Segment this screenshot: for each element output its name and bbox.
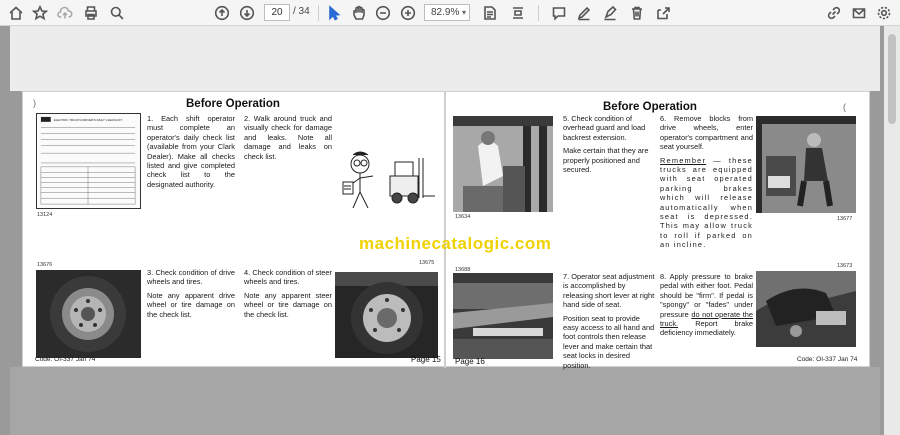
highlight-icon[interactable] xyxy=(600,3,620,23)
zoom-level-value: 82.9% xyxy=(431,7,460,18)
step-7-text xyxy=(563,272,655,374)
chevron-down-icon: ▾ xyxy=(461,8,466,17)
page-number-input[interactable]: 20 xyxy=(264,4,290,21)
step-2-body: 2. Walk around truck and visually check for damage and leaks. Note all damage and leaks on check list. xyxy=(244,114,332,161)
left-page-code: Code: OI-337 Jan 74 xyxy=(35,356,96,363)
next-page-sheet xyxy=(10,367,880,435)
page-spread xyxy=(22,91,870,370)
watermark-text: machinecatalogic.com xyxy=(359,234,552,253)
upload-cloud-icon[interactable] xyxy=(55,3,75,23)
seat-lever-photo xyxy=(453,273,553,359)
print-icon[interactable] xyxy=(81,3,101,23)
step-3-text xyxy=(147,268,235,323)
toolbar-divider xyxy=(318,5,319,21)
scroll-mode-icon[interactable] xyxy=(508,3,528,23)
overhead-guard-photo xyxy=(453,116,553,212)
comment-icon[interactable] xyxy=(549,3,569,23)
toolbar-divider xyxy=(538,5,539,21)
fit-page-icon[interactable] xyxy=(480,3,500,23)
page-edge-mark: ( xyxy=(843,102,846,112)
export-icon[interactable] xyxy=(653,3,673,23)
step-8-outro: Report brake deficiency immediately. xyxy=(660,319,753,338)
step-3-body: Note any apparent drive wheel or tire damage on the check list. xyxy=(147,290,235,319)
document-viewer[interactable] xyxy=(0,26,900,435)
checklist-title: ELECTRIC TRUCKS DRIVER'S DAILY CHECKLIST xyxy=(53,117,123,122)
zoom-out-icon[interactable] xyxy=(373,3,393,23)
hand-tool-icon[interactable] xyxy=(349,3,369,23)
zoom-in-icon[interactable] xyxy=(398,3,418,23)
left-page-number: Page 15 xyxy=(411,355,441,364)
step-8-body xyxy=(660,272,753,338)
pen-icon[interactable] xyxy=(574,3,594,23)
search-icon[interactable] xyxy=(107,3,127,23)
previous-page-icon[interactable] xyxy=(212,3,232,23)
page-gutter xyxy=(444,92,446,368)
step-6-body xyxy=(660,156,753,250)
home-icon[interactable] xyxy=(6,3,26,23)
figure-number: 13677 xyxy=(837,216,853,222)
select-cursor-icon[interactable] xyxy=(324,3,344,23)
page-edge-mark: ) xyxy=(33,98,36,108)
figure-number: 13676 xyxy=(37,262,53,268)
step-8-warning: do not operate the truck. xyxy=(660,309,753,329)
step-3-title: 3. Check condition of drive wheels and tires. xyxy=(147,268,235,287)
bookmark-star-icon[interactable] xyxy=(30,3,50,23)
step-5-text xyxy=(563,114,655,178)
step-7-title: 7. Operator seat adjustment is accomplished by releasing short lever at right hand side of seat. xyxy=(563,272,655,310)
step-1-text xyxy=(147,114,235,193)
step-5-body: Make certain that they are properly positioned and secured. xyxy=(563,146,649,175)
right-page-code: Code: OI-337 Jan 74 xyxy=(797,356,858,363)
figure-number: 13675 xyxy=(419,260,435,266)
daily-checklist-image xyxy=(36,113,141,209)
drive-wheel-photo xyxy=(36,270,141,358)
left-page-heading: Before Operation xyxy=(186,98,280,110)
vertical-scrollbar[interactable] xyxy=(884,26,900,435)
right-page-number: Page 16 xyxy=(455,357,485,366)
steer-wheel-photo xyxy=(335,272,438,358)
step-6-note: — these trucks are equipped with seat operated parking brakes which will release automatically when seat is depressed. This may allow truck to roll if parked on an incline. xyxy=(660,155,753,250)
figure-number: 13634 xyxy=(455,214,471,220)
step-1-body: 1. Each shift operator must complete an operator's daily check list (available from your Clark Dealer). Make all checks listed and give completed check list to the designated authority. xyxy=(147,114,235,189)
brake-pedal-photo xyxy=(756,271,856,347)
next-page-icon[interactable] xyxy=(237,3,257,23)
email-icon[interactable] xyxy=(849,3,869,23)
remember-label: Remember xyxy=(660,155,707,165)
right-page-heading: Before Operation xyxy=(603,101,697,113)
step-8-text xyxy=(660,272,753,342)
figure-number: 13673 xyxy=(837,263,853,269)
delete-icon[interactable] xyxy=(627,3,647,23)
step-7-body: Position seat to provide easy access to all hand and foot controls then release lever and make certain that seat locks in desired position. xyxy=(563,313,655,370)
step-4-title: 4. Check condition of steer wheels and tires. xyxy=(244,268,332,287)
settings-gear-icon[interactable] xyxy=(874,3,894,23)
link-edit-icon[interactable] xyxy=(824,3,844,23)
step-4-body: Note any apparent steer wheel or tire damage on the check list. xyxy=(244,290,332,319)
scrollbar-thumb[interactable] xyxy=(888,34,896,124)
figure-number: 13688 xyxy=(455,267,471,273)
step-4-text xyxy=(244,268,332,323)
step-5-title: 5. Check condition of overhead guard and load backrest extension. xyxy=(563,114,646,142)
step-2-text xyxy=(244,114,332,165)
operator-mounting-photo xyxy=(756,116,856,213)
pdf-toolbar xyxy=(0,0,900,26)
previous-page-sheet xyxy=(10,26,880,91)
figure-number: 13124 xyxy=(37,212,53,218)
zoom-level-select[interactable] xyxy=(424,4,470,21)
step-6-text xyxy=(660,114,753,254)
page-total: / 34 xyxy=(293,6,310,17)
step-8-intro: 8. Apply pressure to brake pedal with either foot. Pedal should be "firm". If pedal is "spongy" or "fades" under pressure xyxy=(660,272,753,319)
step-6-title: 6. Remove blocks from drive wheels, enter operator's compartment and seat yourself. xyxy=(660,114,753,152)
forklift-cartoon-image xyxy=(335,148,438,216)
